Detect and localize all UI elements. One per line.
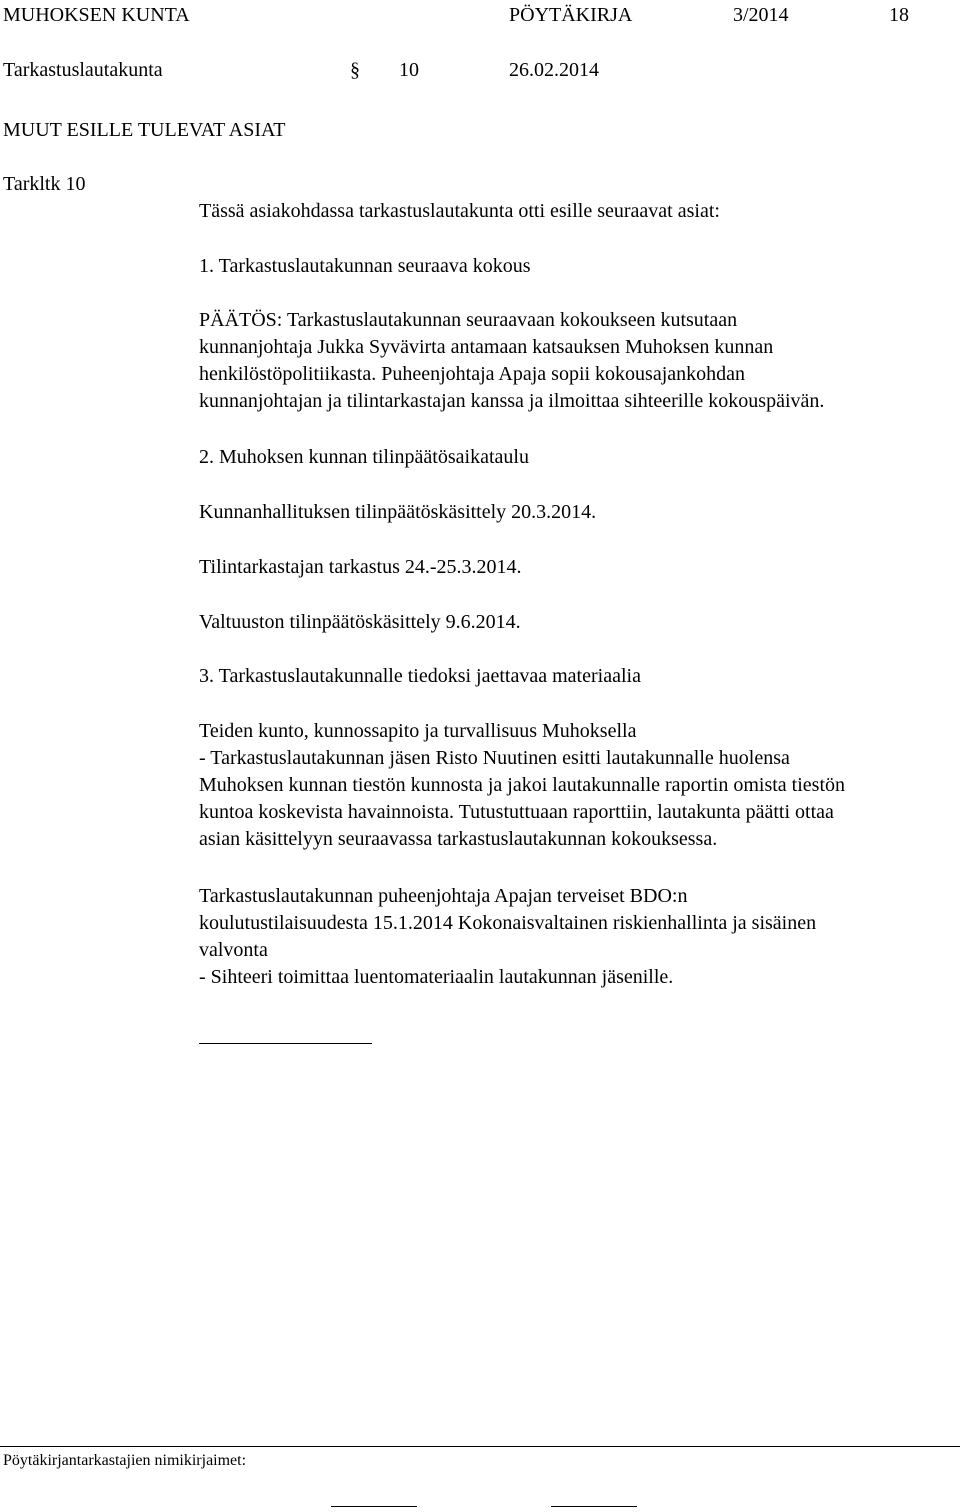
schedule-item: Kunnanhallituksen tilinpäätöskäsittely 20.3.2014. (199, 501, 597, 523)
initials-line (551, 1506, 637, 1507)
committee-name: Tarkastuslautakunta (3, 59, 163, 81)
item1-decision-line: kunnanjohtajan ja tilintarkastajan kanssa ja ilmoittaa sihteerille kokouspäivän. (199, 390, 825, 412)
section-heading: MUUT ESILLE TULEVAT ASIAT (3, 119, 286, 141)
document-number: 3/2014 (733, 4, 789, 26)
schedule-item: Tilintarkastajan tarkastus 24.-25.3.2014. (199, 556, 522, 578)
item3-road-condition (199, 718, 954, 853)
page-number: 18 (889, 4, 909, 26)
item3-line: Teiden kunto, kunnossapito ja turvallisuus Muhoksella (199, 720, 637, 742)
item3-line: koulutustilaisuudesta 15.1.2014 Kokonaisvaltainen riskienhallinta ja sisäinen (199, 912, 817, 934)
initials-label: Pöytäkirjantarkastajien nimikirjaimet: (3, 1452, 247, 1469)
item3-line: kuntoa koskevista havainnoista. Tutustuttuaan raporttiin, lautakunta päätti ottaa (199, 801, 834, 823)
item1-decision-line: kunnanjohtaja Jukka Syvävirta antamaan katsauksen Muhoksen kunnan (199, 336, 774, 358)
item3-line: Tarkastuslautakunnan puheenjohtaja Apajan terveiset BDO:n (199, 885, 688, 907)
section-end-line (199, 1043, 372, 1044)
item3-line: valvonta (199, 939, 268, 961)
intro-text: Tässä asiakohdassa tarkastuslautakunta otti esille seuraavat asiat: (199, 200, 720, 222)
schedule-item: Valtuuston tilinpäätöskäsittely 9.6.2014. (199, 611, 521, 633)
section-symbol: § (350, 59, 360, 81)
item1-title: 1. Tarkastuslautakunnan seuraava kokous (199, 255, 531, 277)
item3-title: 3. Tarkastuslautakunnalle tiedoksi jaettavaa materiaalia (199, 665, 641, 687)
item3-line: - Tarkastuslautakunnan jäsen Risto Nuutinen esitti lautakunnalle huolensa (199, 747, 790, 769)
item3-training-greetings (199, 883, 954, 991)
item1-decision (199, 307, 954, 415)
item3-line: asian käsittelyyn seuraavassa tarkastuslautakunnan kokouksessa. (199, 828, 718, 850)
meeting-date: 26.02.2014 (509, 59, 599, 81)
item1-decision-line: PÄÄTÖS: Tarkastuslautakunnan seuraavaan kokoukseen kutsutaan (199, 309, 738, 331)
initials-line (331, 1506, 417, 1507)
footer-rule (0, 1446, 960, 1447)
municipality-name: MUHOKSEN KUNTA (3, 4, 190, 26)
section-number: 10 (399, 59, 419, 81)
item3-line: Muhoksen kunnan tiestön kunnosta ja jakoi lautakunnalle raportin omista tiestön (199, 774, 845, 796)
case-reference: Tarkltk 10 (3, 173, 86, 195)
item2-title: 2. Muhoksen kunnan tilinpäätösaikataulu (199, 446, 529, 468)
item1-decision-line: henkilöstöpolitiikasta. Puheenjohtaja Apaja sopii kokousajankohdan (199, 363, 746, 385)
document-type: PÖYTÄKIRJA (509, 4, 633, 26)
item3-line: - Sihteeri toimittaa luentomateriaalin lautakunnan jäsenille. (199, 966, 674, 988)
